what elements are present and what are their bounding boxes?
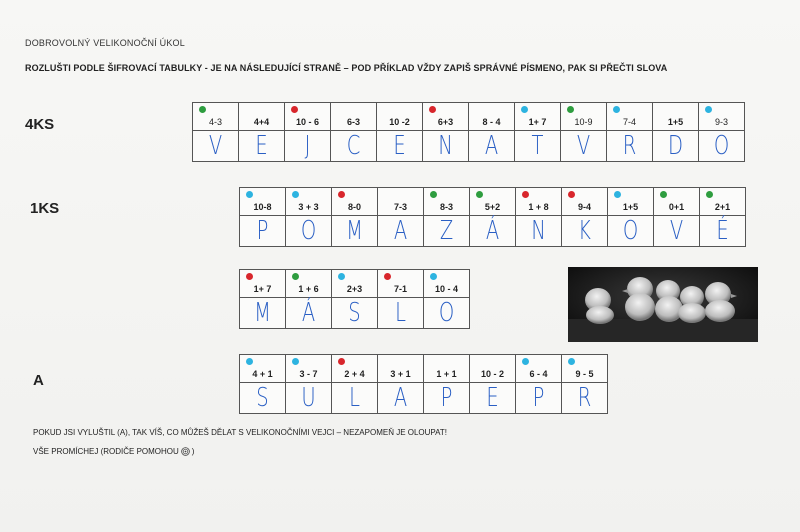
cipher-cell [607, 103, 653, 161]
cipher-cell [286, 270, 332, 328]
row-label-4ks: 4KS [25, 116, 55, 133]
answer-letter: C [346, 131, 361, 161]
cipher-cell [700, 188, 745, 246]
cipher-expression: 1 + 1 [424, 355, 469, 383]
cipher-expression: 3 + 1 [378, 355, 423, 383]
answer-letter: R [577, 383, 592, 413]
cipher-cell [562, 355, 607, 413]
cipher-row-pomazankove [239, 187, 746, 247]
cipher-cell [515, 103, 561, 161]
cipher-cell [377, 103, 423, 161]
cipher-cell [285, 103, 331, 161]
cipher-expression: 9-4 [562, 188, 607, 216]
answer-letter: S [256, 383, 269, 413]
cipher-cell [469, 103, 515, 161]
cipher-cell [654, 188, 700, 246]
cipher-cell [378, 355, 424, 413]
cipher-row-vejce [192, 102, 745, 162]
cipher-cell [424, 270, 469, 328]
mix-note-end: ) [191, 447, 195, 456]
cipher-expression: 4 + 1 [240, 355, 285, 383]
cipher-expression: 10 -2 [377, 103, 422, 131]
cipher-expression: 3 - 7 [286, 355, 331, 383]
cipher-cell [378, 270, 424, 328]
row-label-a: A [33, 372, 44, 389]
answer-letter: D [667, 131, 684, 161]
cipher-row-sulapepr [239, 354, 608, 414]
cipher-expression: 1+5 [608, 188, 653, 216]
cipher-expression: 8-3 [424, 188, 469, 216]
cipher-expression: 1 + 6 [286, 270, 331, 298]
worksheet-title: DOBROVOLNÝ VELIKONOČNÍ ÚKOL [25, 38, 185, 48]
cipher-cell [424, 355, 470, 413]
cipher-expression: 1+ 7 [240, 270, 285, 298]
cipher-cell [699, 103, 744, 161]
answer-letter: K [578, 216, 591, 246]
answer-letter: T [531, 131, 544, 161]
cipher-cell [423, 103, 469, 161]
cipher-cell [286, 188, 332, 246]
answer-letter: O [438, 298, 455, 328]
cipher-expression: 6+3 [423, 103, 468, 131]
cipher-expression: 4-3 [193, 103, 238, 131]
cipher-cell [240, 355, 286, 413]
answer-letter: A [484, 131, 499, 161]
cipher-cell [653, 103, 699, 161]
cipher-cell [332, 188, 378, 246]
answer-note: POKUD JSI VYLUŠTIL (A), TAK VÍŠ, CO MŮŽEŠ DĚLAT S VELIKONOČNÍMI VEJCI – NEZAPOMEŇ JE OLOUPAT! [33, 428, 448, 437]
answer-letter: O [622, 216, 639, 246]
cipher-expression: 10-9 [561, 103, 606, 131]
cipher-cell [561, 103, 607, 161]
cipher-expression: 6 - 4 [516, 355, 561, 383]
cipher-cell [240, 188, 286, 246]
answer-letter: Á [485, 216, 500, 246]
cipher-cell [193, 103, 239, 161]
answer-letter: É [716, 216, 729, 246]
answer-letter: V [576, 131, 591, 161]
worksheet-instructions: ROZLUŠTI PODLE ŠIFROVACÍ TABULKY - JE NA NÁSLEDUJÍCÍ STRANĚ – POD PŘÍKLAD VŽDY ZAPIŠ SPRÁVNÉ PÍSMENO, PAK SI PŘEČTI SLOVA [25, 63, 668, 73]
cipher-cell [286, 355, 332, 413]
answer-letter: N [438, 131, 453, 161]
cipher-cell [516, 188, 562, 246]
answer-letter: P [532, 383, 545, 413]
cipher-expression: 1 + 8 [516, 188, 561, 216]
answer-letter: A [393, 216, 408, 246]
chicks-photo [568, 267, 758, 342]
spiral-smiley-icon [181, 447, 190, 456]
cipher-expression: 8 - 4 [469, 103, 514, 131]
cipher-cell [239, 103, 285, 161]
cipher-cell [470, 355, 516, 413]
cipher-expression: 0+1 [654, 188, 699, 216]
answer-letter: O [713, 131, 730, 161]
row-label-1ks: 1KS [30, 200, 60, 217]
answer-letter: V [669, 216, 684, 246]
cipher-expression: 9-3 [699, 103, 744, 131]
answer-letter: L [395, 298, 406, 328]
cipher-cell [378, 188, 424, 246]
answer-letter: A [393, 383, 408, 413]
cipher-expression: 2 + 4 [332, 355, 377, 383]
answer-letter: Z [439, 216, 454, 246]
cipher-expression: 1+5 [653, 103, 698, 131]
cipher-cell [516, 355, 562, 413]
cipher-cell [240, 270, 286, 328]
answer-letter: V [208, 131, 223, 161]
mix-note [33, 447, 194, 456]
cipher-cell [562, 188, 608, 246]
answer-letter: E [393, 131, 406, 161]
cipher-expression: 2+3 [332, 270, 377, 298]
answer-letter: M [254, 298, 271, 328]
cipher-expression: 2+1 [700, 188, 745, 216]
cipher-expression: 9 - 5 [562, 355, 607, 383]
cipher-expression: 10 - 6 [285, 103, 330, 131]
answer-letter: L [349, 383, 360, 413]
answer-letter: E [255, 131, 268, 161]
cipher-expression: 3 + 3 [286, 188, 331, 216]
answer-letter: J [304, 131, 311, 161]
answer-letter: P [256, 216, 269, 246]
cipher-cell [608, 188, 654, 246]
answer-letter: P [440, 383, 453, 413]
mix-note-text: VŠE PROMÍCHEJ (RODIČE POMOHOU [33, 447, 179, 456]
cipher-cell [331, 103, 377, 161]
cipher-expression: 10 - 2 [470, 355, 515, 383]
cipher-cell [332, 355, 378, 413]
cipher-expression: 7-1 [378, 270, 423, 298]
chicks-illustration [568, 267, 758, 342]
answer-letter: R [622, 131, 637, 161]
cipher-expression: 4+4 [239, 103, 284, 131]
answer-letter: S [348, 298, 361, 328]
answer-letter: M [346, 216, 363, 246]
cipher-expression: 5+2 [470, 188, 515, 216]
cipher-cell [424, 188, 470, 246]
cipher-cell [470, 188, 516, 246]
cipher-expression: 8-0 [332, 188, 377, 216]
answer-letter: U [301, 383, 316, 413]
cipher-expression: 6-3 [331, 103, 376, 131]
answer-letter: Á [301, 298, 316, 328]
cipher-expression: 10 - 4 [424, 270, 469, 298]
cipher-cell [332, 270, 378, 328]
cipher-row-maslo [239, 269, 470, 329]
cipher-expression: 10-8 [240, 188, 285, 216]
cipher-expression: 1+ 7 [515, 103, 560, 131]
cipher-expression: 7-4 [607, 103, 652, 131]
cipher-expression: 7-3 [378, 188, 423, 216]
answer-letter: E [486, 383, 499, 413]
answer-letter: O [300, 216, 317, 246]
answer-letter: N [531, 216, 546, 246]
